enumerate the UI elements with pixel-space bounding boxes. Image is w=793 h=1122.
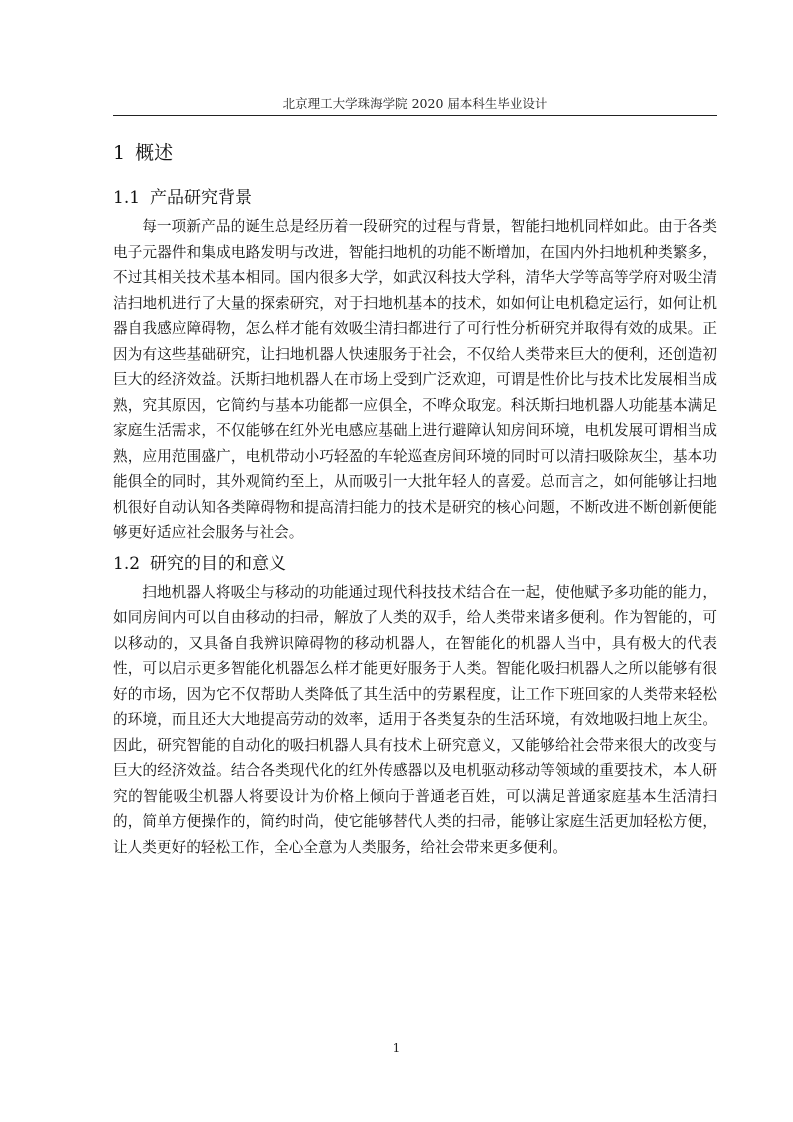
- section-heading-1-1: [113, 184, 717, 212]
- running-header: 北京理工大学珠海学院 2020 届本科生毕业设计: [282, 96, 548, 111]
- chapter-number: 1: [113, 142, 126, 164]
- section-title: 产品研究背景: [150, 188, 253, 208]
- section-title: 研究的目的和意义: [150, 553, 287, 574]
- section-heading-1-2: [113, 550, 717, 578]
- page-number: 1: [392, 1041, 401, 1055]
- section-number: 1.2: [113, 553, 141, 574]
- section-paragraph-purpose: 扫地机器人将吸尘与移动的功能通过现代科技技术结合在一起，使他赋予多功能的能力，如同房间内可以自由移动的扫帚，解放了人类的双手，给人类带来诸多便利。作为智能的，可以移动的，又具备自我辨识障碍物的移动机器人，在智能化的机器人当中，具有极大的代表性，可以启示更多智能化机器怎么样才能更好服务于人类。智能化吸扫机器人之所以能够有很好的市场，因为它不仅帮助人类降低了其生活中的劳累程度，让工作下班回家的人类带来轻松的环境，而且还大大地提高劳动的效率，适用于各类复杂的生活环境，有效地吸扫地上灰尘。因此，研究智能的自动化的吸扫机器人具有技术上研究意义，又能够给社会带来很大的改变与巨大的经济效益。结合各类现代化的红外传感器以及电机驱动移动等领域的重要技术，本人研究的智能吸尘机器人将要设计为价格上倾向于普通老百姓，可以满足普通家庭基本生活清扫的，简单方便操作的，简约时尚，使它能够替代人类的扫帚，能够让家庭生活更加轻松方便，让人类更好的轻松工作，全心全意为人类服务，给社会带来更多便利。: [113, 583, 717, 856]
- section-number: 1.1: [113, 188, 141, 208]
- chapter-heading: [113, 138, 717, 168]
- chapter-title: 概述: [135, 142, 174, 164]
- section-paragraph-background: 每一项新产品的诞生总是经历着一段研究的过程与背景，智能扫地机同样如此。由于各类电子元器件和集成电路发明与改进，智能扫地机的功能不断增加，在国内外扫地机种类繁多，不过其相关技术基本相同。国内很多大学，如武汉科技大学科，清华大学等高等学府对吸尘清洁扫地机进行了大量的探索研究，对于扫地机基本的技术，如如何让电机稳定运行，如何让机器自我感应障碍物，怎么样才能有效吸尘清扫都进行了可行性分析研究并取得有效的成果。正因为有这些基础研究，让扫地机器人快速服务于社会，不仅给人类带来巨大的便利，还创造初巨大的经济效益。沃斯扫地机器人在市场上受到广泛欢迎，可谓是性价比与技术比发展相当成熟，究其原因，它简约与基本功能都一应俱全，不哗众取宠。科沃斯扫地机器人功能基本满足家庭生活需求，不仅能够在红外光电感应基础上进行避障认知房间环境，电机发展可谓相当成熟，应用范围盛广，电机带动小巧轻盈的车轮巡查房间环境的同时可以清扫吸除灰尘，基本功能俱全的同时，其外观简约至上，从而吸引一大批年轻人的喜爱。总而言之，如何能够让扫地机很好自动认知各类障碍物和提高清扫能力的技术是研究的核心问题，不断改进不断创新便能够更好适应社会服务与社会。: [113, 218, 717, 541]
- header-rule: [113, 115, 717, 116]
- page-content: [113, 138, 717, 864]
